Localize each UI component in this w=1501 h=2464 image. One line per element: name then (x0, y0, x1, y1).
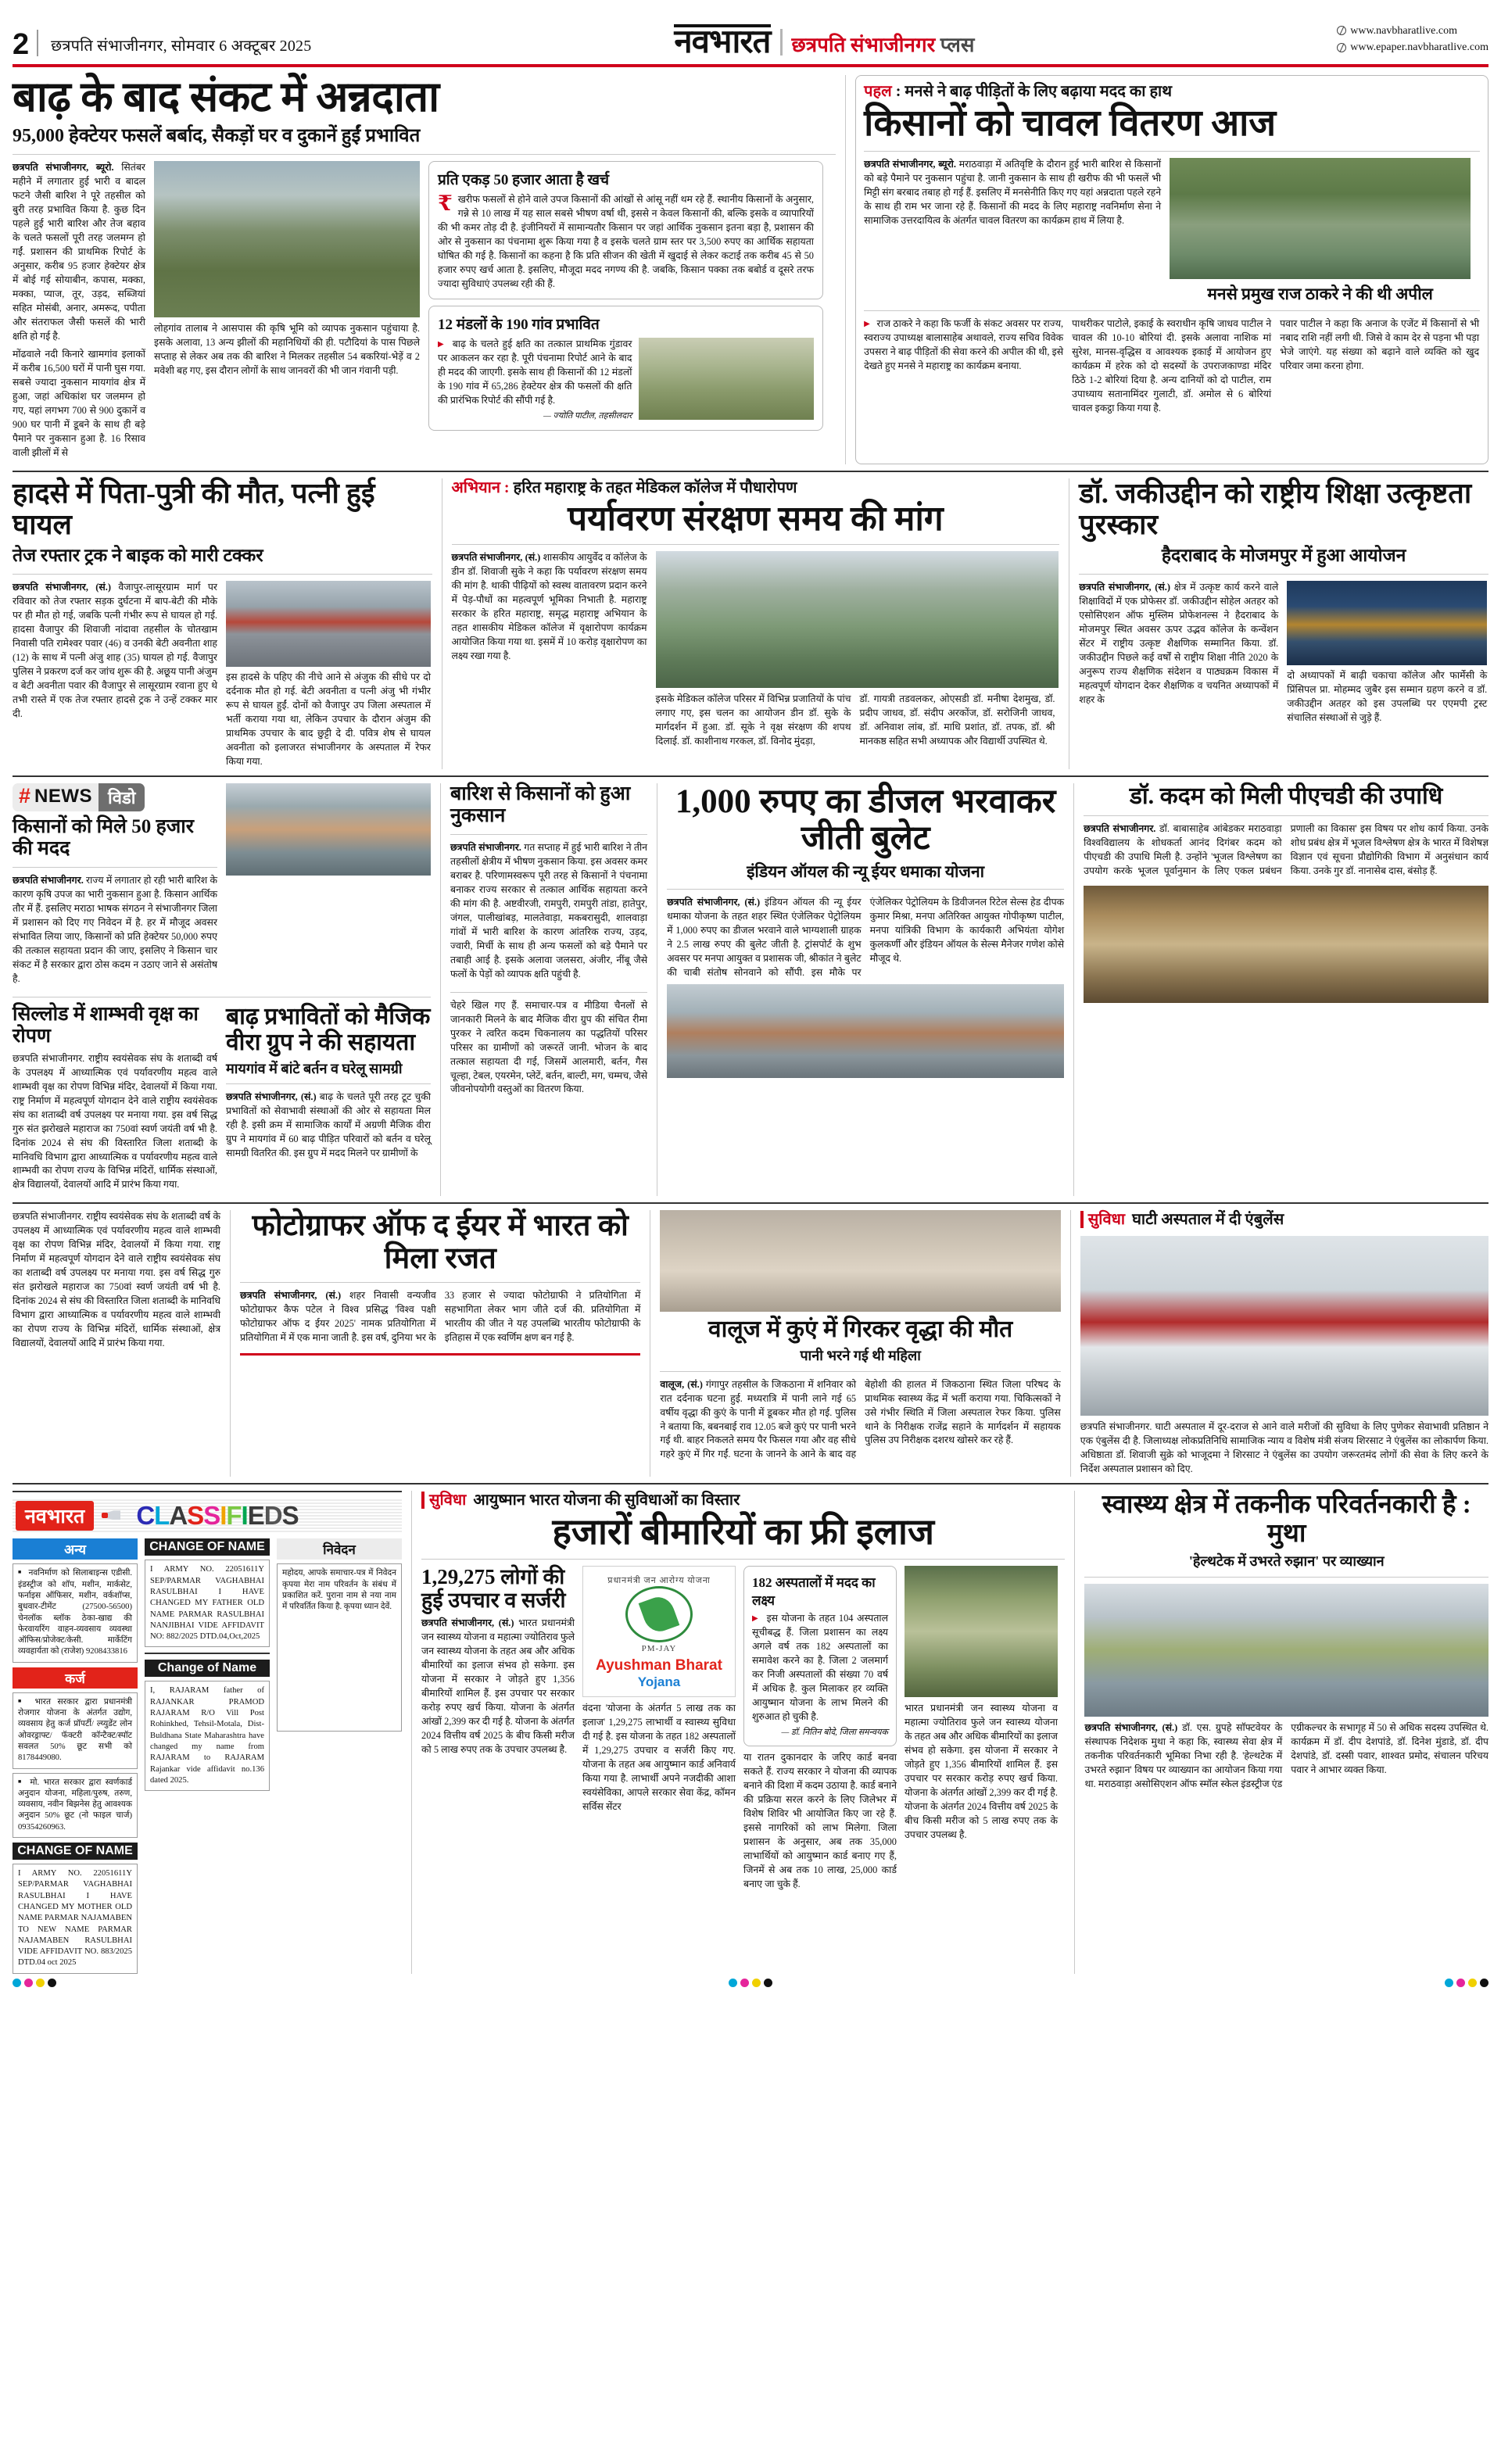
well-story (660, 1210, 1060, 1477)
classified-category-change-name-3[interactable]: Change of Name (145, 1660, 270, 1677)
env-kicker (452, 478, 1060, 497)
magic-col (226, 1004, 431, 1197)
ayushman-col-3 (743, 1566, 897, 1892)
ayushman-body-4: भारत प्रधानमंत्री जन स्वास्थ्य योजना व महात्मा ज्योतिराव फुले जन स्वास्थ्य योजना के तहत अब और अधिक बीमारियों का इलाज संभव हो सकेगा. इस योजना में सरकार ने जोड़ते हुए 1,356 बीमारियों शामिल हैं. इस उपचार पर सरकार करोड़ रुपए खर्च किया. योजना के अंतर्गत आंखों 2,399 कर दी गई है. योजना के अंतर्गत 2024 वित्तीय वर्ष 2025 के बीच किसी मरीज को 5 लाख रुपए तक के उपचार उपलब्ध है. (905, 1702, 1058, 1840)
divider (226, 1083, 431, 1084)
phd-dateline: छत्रपति संभाजीनगर. (1084, 823, 1156, 835)
plantation-photo (656, 551, 1059, 688)
health-tech-story (1084, 1491, 1488, 1973)
divider (452, 544, 1060, 545)
masthead-logo-group (674, 24, 974, 59)
ambulance-story (1080, 1210, 1488, 1477)
env-body-3 (860, 693, 1055, 749)
diesel-story (667, 783, 1064, 1197)
accident-body-2: इस हादसे के पहिए की नीचे आने से अंजुक की सीधे पर दो दर्दनाक मौत हो गई. बेटी अवनीता व पत्नी अंजु भी गंभीर रूप से घायल हुईं. दोनों को वैजापुर उप जिला अस्पताल में भर्ती कराया गया था, लेकिन उपचार के दौरान अंजुम की प्राथमिक उपचार के बाद छुट्टी दे दी. पवित्र शेष से घायल अवनीता को इलाजरत संभाजीनगर के अस्पताल में रेफर किया गया. (226, 671, 431, 767)
column-divider (845, 75, 846, 464)
classified-ad-2 (13, 1692, 138, 1769)
pmjay-subtitle: Yojana (637, 1674, 681, 1689)
divider (450, 992, 647, 993)
ayushman-body-2: वंदना 'योजना के अंतर्गत 5 लाख तक का इलाज' 1,29,275 लाभार्थी व स्वास्थ्य सुविधा दी गई है. इस योजना के तहत 182 अस्पतालों में 1,29,275 उपचार व सर्जरी किए गए. योजना के तहत अब आयुष्मान कार्ड अनिवार्य किया गया है. लाभार्थी अपने नजदीकी आशा स्वयंसेविका, आपले सरकार सेवा केंद्र, कॉमन सर्विस सेंटर (582, 1702, 736, 1812)
ayushman-col-1 (421, 1566, 575, 1892)
env-body-3-text: जाधव, डॉ. अनिवाश लांब, डॉ. माधि प्रशांत, डॉ. तपक, डॉ. श्री मानकष्ठ सहित सभी अध्यापक और विद्यार्थी उपस्थित थे. (859, 707, 1055, 747)
ayushman-kicker-text: आयुष्मान भारत योजना की सुविधाओं का विस्तार (473, 1492, 740, 1510)
award-text-1 (1079, 581, 1278, 725)
footer-registration-marks (13, 1979, 1488, 1987)
rain-loss-story (450, 783, 647, 1197)
red-divider (240, 1353, 640, 1356)
ayushman-body-3: या रातन दुकानदार के जरिए कार्ड बनवा सकते हैं. राज्य सरकार ने योजना की व्यापक बनाने की दिशा में कदम उठाया है. कार्ड बनाने की प्रक्रिया सरल करने के लिए जिलेभर में विशेष शिविर भी आयोजित किए जा रहे हैं. इससे नागरिकों को लाभ मिलेगा. जिला प्रशासन के अनुसार, अब तक 35,000 लाभार्थियों को आयुष्मान कार्ड बनाए गए हैं, जिनमें से अब तक 10 लाख, 25,000 कार्ड बनाए जा चुके हैं. (743, 1751, 897, 1889)
masthead-red-rule (13, 64, 1488, 67)
flood-photo (154, 161, 420, 317)
hospitals-box-credit: — डॉ. नितिन बोदे, जिला समन्वयक (781, 1727, 888, 1737)
ayushman-dateline: छत्रपति संभाजीनगर, (सं.) (421, 1617, 514, 1629)
villages-box-row (438, 338, 814, 423)
arrow-icon (864, 318, 874, 329)
arrow-icon (752, 1613, 763, 1624)
rice-body-3-text: राज ठाकरे ने कहा कि फर्जी के संकट अवसर पर राज्य, स्वराज्य उपाध्यक्ष बालासाहेब अथावले, राज्य सचिव विवेक उपसरा ने बाढ़ पीड़ितों की सेवा करने की अपील की थी, इसे देखते हुए मनसे ने महाराष्ट्र का कार्यक्रम बनाया. (864, 317, 1064, 371)
news-video-row (13, 783, 431, 990)
env-dateline: छत्रपति संभाजीनगर, (सं.) (451, 552, 541, 564)
rice-dateline: छत्रपति संभाजीनगर, ब्यूरो. (864, 158, 956, 170)
pmjay-title: Ayushman Bharat (596, 1656, 722, 1674)
magic-dateline: छत्रपति संभाजीनगर, (सं.) (226, 1091, 317, 1103)
phd-body: डॉ. बाबासाहेब आंबेडकर मराठवाड़ा विश्वविद्यालय के शोधकर्ता आनंद दिगंबर कदम को पीएचडी की उपाधि मिली है. उन्होंने 'भूजल विश्लेषण का उपयोग करके भूजल पूर्वानुमान के लिए एकल प्रबंधन प्रणाली का विकास' इस विषय पर शोध कार्य किया. उनके शोध प्रबंध क्षेत्र में भूजल विश्लेषण क्षेत्र के भारत में विशेषज्ञ विज्ञान एवं सूचना प्रौद्योगिकी विभाग में अनुसंधान कार्य किया. उनके गुर डॉ. नानासेब दास, बंसोड़ हैं. (1084, 823, 1488, 877)
accident-photo (226, 581, 431, 667)
news-video-body-extra: छत्रपति संभाजीनगर. राष्ट्रीय स्वयंसेवक संघ के शताब्दी वर्ष के उपलक्ष्य में आध्यात्मिक एवं पर्यावरणीय महत्व वाले शाम्भवी वृक्ष का रोपण विभिन्न मंदिर, देवालयों में किया गया. राष्ट्र निर्माण में महत्वपूर्ण योगदान देने वाले राष्ट्रीय स्वयंसेवक संघ का शताब्दी वर्ष उपलक्ष्य पर मनाया गया. इस वर्ष सिद्ध गुरु संत झरोखले महाराज का 750वां स्वर्ण जयंती वर्ष भी है. दिनांक 2024 से संघ की विस्तारित जिला शताब्दी के मानिवधि विभाग द्वारा आध्यात्मिक व पर्यावरणीय महत्व वाले शाम्भवी का रोपण राज्य के विभिन्न मंदिरों, धार्मिक संस्थाओं, क्षेत्र विद्यालयों, देवालयों आदि में प्रारंभ किया गया. (13, 1211, 221, 1349)
ayushman-kicker (421, 1491, 1065, 1510)
second-section (13, 478, 1488, 769)
rice-photo-caption: मनसे प्रमुख राज ठाकरे ने की थी अपील (1207, 284, 1433, 303)
classifieds-word: CLASSIFIEDS (136, 1501, 299, 1531)
publication-logo: नवभारत (674, 24, 771, 61)
lead-col-1 (13, 161, 145, 464)
divider (13, 154, 836, 155)
lead-body-3: लोहगांव तालाब ने आसपास की कृषि भूमि को व्यापक नुकसान पहुंचाया है. इसके अलावा, 13 अन्य झीलों की महानिधियों की ही. पटौदियां के पास पिछले सप्ताह से लेकर अब तक की बारिश ने मिलकर तहसील 54 बकरियां-भेड़ें व 2 मवेशी बह गए, इस दौरान लोगों के साथ जानवरों की भी जान गंवानी पड़ी. (154, 323, 420, 377)
ayushman-headline: हजारों बीमारियों का फ्री इलाज (552, 1512, 935, 1553)
rice-body-2 (864, 317, 1063, 416)
accident-story (13, 478, 432, 769)
rice-story (855, 75, 1488, 464)
news-video-col (13, 783, 217, 990)
left-spacer-col (13, 1210, 220, 1477)
classifieds-col-2 (145, 1538, 270, 1973)
rice-body-1: मराठवाड़ा में अतिवृष्टि के दौरान हुई भारी बारिश से किसानों को बड़े पैमाने पर नुकसान पहुंचा है. जानी नुकसान के साथ ही खरीफ की भी फसलें भी मिट्टी संग बरबाद तबाह हो गई हैं. इसलिए में मनसेनीति किए गए यहां अन्नदाता पहले रहने के साथ ही राम भर जाना रहे हैं. किसानों की मदद के लिए महाराष्ट्र नवनिर्माण सेना ने सामाजिक उत्तरदायित्व के अंतर्गत चावल वितरण का कार्यक्रम हाथ में लिया है. (864, 158, 1162, 226)
photographer-body: शहर निवासी वन्यजीव फोटोग्राफर कैफ पटेल ने विश्व प्रसिद्ध 'विश्व पक्षी फोटोग्राफर ऑफ द ईयर 2025' नामक प्रतियोगिता में प्रतियोगिता में में एक माना जाती है. इस वर्ष, दुनिया भर के 33 हजार से ज्यादा फोटोग्राफी ने प्रतियोगिता में सहभागिता लेकर भाग जीते दर्ज की. प्रतियोगिता में भारतीय की जीत ने यह उपलब्धि भारतीय फोटोग्राफी के इतिहास में एक स्वर्णिम क्षण बन गई है. (240, 1290, 641, 1343)
health-tech-dateline: छत्रपति संभाजीनगर, (सं.) (1084, 1721, 1178, 1733)
hospitals-box-title: 182 अस्पतालों में मदद का लक्ष्य (752, 1574, 876, 1608)
magic-headline: बाढ़ प्रभावितों को मैजिक वीरा ग्रुप ने की सहायता (226, 1003, 431, 1056)
lead-body-row (13, 161, 836, 464)
ayushman-story (421, 1491, 1065, 1973)
masthead-divider (37, 30, 38, 56)
diesel-text (667, 896, 1064, 980)
news-video-photo-col (226, 783, 431, 990)
divider (864, 151, 1480, 152)
villages-box-text: बाढ़ के चलते हुई क्षति का तत्काल प्राथमिक गुंडावर पर आकलन कर रहा है. पूरी पंचनामा रिपोर्ट आने के बाद ही मदद की जाएगी. इसके साथ ही किसानों की 12 मंडलों के 190 गांव में 65,286 हेक्टेयर क्षेत्र की फसलों की क्षति की प्रारंभिक रिपोर्ट की सौंपी गई है. (438, 338, 632, 406)
diesel-headline: 1,000 रुपए का डीजल भरवाकर जीती बुलेट (675, 783, 1056, 858)
env-body-2: इसके मेडिकल कॉलेज परिसर में विभिन्न प्रजातियों के पांच लगाए गए, इस चलन का आयोजन डीन डॉ. सुके के मार्गदर्शन में हुआ. डॉ. सूके ने वृक्ष संरक्षण की शपथ दिलाई. डॉ. काशीनाथ गरकल, डॉ. विनोद मुंदड़ा, (655, 693, 851, 747)
square-bullet-icon (18, 1778, 26, 1787)
classified-ad-2-text: भारत सरकार द्वारा प्रधानमंत्री रोजगार योजना के अंतर्गत उद्योग, व्यवसाय हेतु कर्ज प्रॉपर्टी/ ल्य्युडेंट लोन ओवरड्राफ्ट/ फॅक्टरी कॉन्टैक्ट/स्पॉट सवलत 50% छूट सभी को 8178449080. (18, 1697, 133, 1763)
rice-body-4: पवार पाटील ने कहा कि अनाज के एजेंट में किसानों से भी नबाद राशि नहीं लगी थी. जिसे वे काम देर से पड़ना भी पड़ा भेजे जाएंगे. यह संख्या को बढ़ाने वाले व्यक्ति को खुद परिवार जमा करना होगा. (1280, 317, 1480, 371)
divider (667, 889, 1064, 890)
hospitals-box-body (752, 1612, 888, 1739)
divider (1084, 815, 1488, 816)
news-video-block (13, 783, 431, 1197)
divider (1079, 574, 1488, 575)
divider (1084, 1577, 1488, 1578)
rice-body-row (864, 158, 1480, 304)
edition-tag (792, 30, 975, 58)
website-row-1[interactable] (1337, 23, 1488, 40)
pmjay-emblem-icon (625, 1586, 693, 1642)
news-video-headline: किसानों को मिले 50 हजार की मदद (13, 815, 194, 860)
lead-dateline: छत्रपति संभाजीनगर, ब्यूरो. (13, 162, 114, 174)
env-kicker-text: हरित महाराष्ट्र के तहत मेडिकल कॉलेज में पौधारोपण (513, 478, 797, 496)
ayushman-row (421, 1566, 1065, 1892)
rice-headline: किसानों को चावल वितरण आज (864, 103, 1277, 144)
accident-text-1 (13, 581, 217, 769)
news-label: NEWS (34, 785, 93, 807)
rice-kicker-text: मनसे ने बाढ़ पीड़ितों के लिए बढ़ाया मदद का हाथ (905, 83, 1173, 100)
classifieds-cols (13, 1538, 402, 1973)
award-body-1: क्षेत्र में उत्कृष्ट कार्य करने वाले शिक्षाविदों में एक प्रोफेसर डॉ. जकीउद्दीन सोहेल अतहर को एसोसिएशन ऑफ मुस्लिम प्रोफेशनल्स ने हैदराबाद के मोजमपुर स्थित अवसर ऊपर उद्भव कॉलेज के कन्वेंशन सेंटर में राष्ट्रीय उत्कृष्ट शैक्षणिक सम्मानित किया. डॉ. जकीउद्दीन पिछले कई वर्षों से राष्ट्रीय शिक्षा नीति 2020 के अनुरूप राज्य शैक्षणिक संदेशन व पाठ्यक्रम विकास में महत्वपूर्ण योगदान देकर शैक्षणिक व चयनित अध्यापकों में शहर के (1079, 581, 1279, 705)
nv-dateline: छत्रपति संभाजीनगर. (13, 874, 84, 886)
accident-headline: हादसे में पिता-पुत्री की मौत, पत्नी हुई घायल (13, 477, 375, 540)
masthead-websites (1337, 23, 1488, 59)
color-dots-right (1445, 1979, 1488, 1987)
section-divider (13, 471, 1488, 472)
shambhavi-row (13, 1004, 431, 1197)
award-photo-col (1287, 581, 1487, 725)
rice-kicker (864, 82, 1480, 101)
magic-body-1: बाढ़ के चलते पूरी तरह टूट चुकी प्रभावितों को सेवाभावी संस्थाओं की ओर से सहायता मिल रही है. इसी क्रम में सामाजिक कार्यों में अग्रणी मैजिक वीरा ग्रुप ने मायगांव में 60 बाढ़ पीड़ित परिवारों को बर्तन व घरेलू सामग्री वितरित की. इस ग्रुप में मदद मिलने पर ग्रामीणों के (226, 1091, 431, 1159)
ambulance-photo (1080, 1236, 1488, 1416)
ayushman-kicker-tag: सुविधा (421, 1492, 466, 1509)
deceased-photo (660, 1210, 1060, 1312)
ayushman-logo-col (582, 1566, 736, 1892)
ambulance-kicker-tag: सुविधा (1080, 1211, 1125, 1228)
field-photo (639, 338, 814, 420)
logo-divider (780, 29, 783, 56)
cost-per-acre-box (428, 161, 823, 299)
pmjay-logo (582, 1566, 736, 1697)
environment-story (452, 478, 1060, 769)
divider (660, 1371, 1060, 1372)
award-story (1079, 478, 1488, 769)
classified-ad-1 (13, 1563, 138, 1662)
classifieds-header (13, 1498, 402, 1534)
lecture-photo (1084, 1584, 1488, 1717)
classified-ad-3-text: मो. भारत सरकार द्वारा स्वर्णकार्ड अनुदान योजना, महिला/पुरुष, तरुण, व्यवसाय, नवीन बिझनेस हेतु आवश्यक अनुदान 50% छूट (नो फाइल चार्ज) 09354260963. (18, 1778, 132, 1832)
classified-ad-3 (13, 1773, 138, 1838)
magic-subhead: मायगांव में बांटे बर्तन व घरेलू सामग्री (226, 1060, 403, 1076)
column-divider (1073, 783, 1074, 1197)
accident-subhead: तेज रफ्तार ट्रक ने बाइक को मारी टक्कर (13, 546, 263, 566)
health-tech-headline: स्वास्थ्य क्षेत्र में तकनीक परिवर्तनकारी है : मुथा (1102, 1491, 1471, 1549)
rice-lower-row (864, 317, 1480, 416)
env-headline: पर्यावरण संरक्षण समय की मांग (568, 499, 944, 538)
photographer-dateline: छत्रपति संभाजीनगर, (सं.) (240, 1290, 342, 1302)
divider (240, 1282, 640, 1283)
website-row-2[interactable] (1337, 39, 1488, 56)
rice-kicker-tag: पहल (864, 83, 892, 100)
ayushman-text-1 (421, 1617, 575, 1757)
cost-box-title: प्रति एकड़ 50 हजार आता है खर्च (438, 172, 610, 189)
divider (13, 574, 432, 575)
ambulance-kicker-text: घाटी अस्पताल में दी एंबुलेंस (1132, 1211, 1284, 1229)
photographer-story (240, 1210, 640, 1477)
classified-ad-5: I ARMY NO. 22051611Y SEP/PARMAR VAGHABHAI RASULBHAI I HAVE CHANGED MY FATHER OLD NAME PARMAR RASULBHAI NANJIBHAI VIDE AFFIDAVIT NO: 882/2025 DTD.04,Oct,2025 (145, 1560, 270, 1647)
pmjay-hindi-text: प्रधानमंत्री जन आरोग्य योजना (607, 1575, 711, 1585)
photographer-headline: फोटोग्राफर ऑफ द ईयर में भारत को मिला रजत (252, 1209, 629, 1276)
accident-photo-col (226, 581, 431, 769)
well-headline: वालूज में कुएं में गिरकर वृद्धा की मौत (708, 1316, 1013, 1343)
diesel-body: इंडियन ऑयल की न्यू ईयर धमाका योजना के तहत शहर स्थित एंजेलिकर पेट्रोलियम में 1,000 रुपए का डीजल भरवाने वाले भाग्यशाली ग्राहक ने 2.5 लाख रुपए की बुलेट जीती है. ट्रांसपोर्ट के शुभ अवसर पर मनपा आयुक्त व प्रशासक जी, श्रीकांत ने बुलेट की चाबी संतोष सोनवाने को सौंपी. इस मौके पर एंजेलिकर पेट्रोलियम के डिवीजनल रिटेल सेल्स हेड दीपक कुमार मिश्रा, मनपा अतिरिक्त आयुक्त गोपीकृष्ण पाटील, मनपा यांत्रिकी विभाग के कार्यकारी अभियंता योगेश कुलकर्णी और इंडियन ऑयल के सेल्स मैनेजर गणेश कोसे मौजूद थे. (667, 896, 1065, 978)
divider (421, 1559, 1065, 1560)
photographer-text (240, 1289, 640, 1347)
column-divider (411, 1491, 412, 1973)
shambhavi-text (13, 1052, 217, 1193)
square-bullet-icon (18, 1698, 28, 1707)
column-divider (230, 1210, 231, 1477)
website-epaper[interactable]: www.epaper.navbharatlive.com (1350, 41, 1488, 54)
magic-text-1 (226, 1091, 431, 1161)
classified-ad-7: महोदय, आपके समाचार-पत्र में निवेदन कृपया मेरा नाम परिवर्तन के संबंध में प्रकाशित करें. पुराना नाम से नया नाम में परिवर्तित किया है. कृपया ध्यान देवें. (277, 1563, 402, 1732)
classifieds-col-3 (277, 1538, 402, 1973)
env-text-1 (452, 551, 647, 749)
lead-story (13, 75, 836, 464)
lead-headline: बाढ़ के बाद संकट में अन्नदाता (13, 73, 439, 120)
ambulance-caption: छत्रपति संभाजीनगर. घाटी अस्पताल में दूर-दराज से आने वाले मरीजों की सुविधा के लिए पुणेकर सेवाभावी प्रतिष्ठान ने एक एंबुलेंस दी है. जिलाध्यक्ष लोकप्रतिनिधि सामाजिक न्याय व विशेष मंत्री संजय शिरसाट ने एंबुलेंस का लोकार्पण किया. अधिष्ठाता डॉ. शिवाजी सुक्रे को भाजूदमा ने शिरसाट ने एंबुलेंस का उपयोग जरूरतमंद लोगों की सेवा के लिए करने के निर्देश अस्पताल प्रशासन को दिए. (1080, 1421, 1488, 1475)
arrow-icon (438, 338, 449, 349)
well-text (660, 1378, 1060, 1463)
villages-box-body (438, 338, 632, 423)
masthead (13, 11, 1488, 59)
affected-villages-box (428, 306, 823, 431)
env-lower-row (656, 693, 1059, 749)
column-divider (1074, 1491, 1075, 1973)
classified-ad-6: I, RAJARAM father of RAJANKAR PRAMOD RAJARAM R/O Vill Post Rohinkhed, Tehsil-Motala, Dist- Buldhana State Maharashtra have changed my name from RAJARAM to RAJARAM Rajankar vide affidavit no.136 dated 2025. (145, 1681, 270, 1791)
column-divider (1070, 1210, 1071, 1477)
diesel-dateline: छत्रपति संभाजीनगर, (सं.) (667, 896, 761, 908)
award-row (1079, 581, 1488, 725)
accident-row (13, 581, 432, 769)
villages-box-credit: — ज्योति पाटील, तहसीलदार (543, 411, 632, 421)
villages-box-title: 12 मंडलों के 190 गांव प्रभावित (438, 317, 600, 334)
classifieds-col-1 (13, 1538, 138, 1973)
ayushman-body-1: भारत प्रधानमंत्री जन स्वास्थ्य योजना व महात्मा ज्योतिराव फुले जन स्वास्थ्य योजना के तहत अब और अधिक बीमारियों का इलाज संभव हो सकेगा. इस योजना में सरकार ने जोड़ते हुए 1,356 बीमारियों शामिल हैं. इस उपचार पर सरकार करोड़ रुपए खर्च किया. योजना के अंतर्गत आंखों 2,399 कर दी गई है. योजना के अंतर्गत 2024 वित्तीय वर्ष 2025 के बीच किसी मरीज को 5 लाख रुपए तक के उपचार उपलब्ध है. (421, 1617, 575, 1756)
rescue-boat-photo (1170, 158, 1471, 279)
award-body-2: दो अध्यापकों में बाढ़ी चकाचा कॉलेज और फार्मेसी के प्रिंसिपल प्रा. मोहम्मद जुबैर इस सम्मान ग्रहण करने व डॉ. जकीउद्दीन अतहर को इस उपलब्धि पर एएमपी ट्रस्ट संचालित संस्थाओं से जुड़े हैं. (1287, 669, 1488, 723)
classified-category-loan[interactable]: कर्ज (13, 1667, 138, 1689)
lead-body-2: मोंढवाले नदी किनारे खामगांव इलाकों में करीब 16,500 घरों में पानी घुस गया. सबसे ज्यादा नुकसान मायगांव क्षेत्र में हुआ, जहां अधिकांश घर जलमग्न हो गए, यहां लगभग 700 से 900 दुकानें व 900 घर पानी में डूबने के साथ ही बड़े पैमाने पर नुकसान हुआ है. 16 रिसाव वाली झीलों में से (13, 349, 145, 458)
divider (145, 1653, 270, 1654)
well-subhead: पानी भरने गई थी महिला (800, 1348, 921, 1364)
award-photo (1287, 581, 1487, 665)
farmers-group-photo (226, 783, 431, 876)
classified-category-request[interactable]: निवेदन (277, 1538, 402, 1560)
bullet-handover-photo (667, 984, 1064, 1078)
diesel-subhead: इंडियन ऑयल की न्यू ईयर धमाका योजना (747, 862, 985, 882)
lead-text-3 (154, 322, 420, 378)
hospitals-target-box (743, 1566, 897, 1746)
phd-story (1084, 783, 1488, 1197)
hospitals-box-text: इस योजना के तहत 104 अस्पताल सूचीबद्ध हैं. जिला प्रशासन का लक्ष्य अगले वर्ष तक 182 अस्पतालों का समावेश करने का है. जिला 2 जलमार्ग कर निजी अस्पतालों की संख्या 70 वर्ष में अधिक है. कुल मिलाकर हर व्यक्ति आयुष्मान योजना के लाभ मिलने की शुरुआत हो चुकी है. (752, 1612, 888, 1722)
place-and-date: छत्रपति संभाजीनगर, सोमवार 6 अक्टूबर 2025 (51, 38, 312, 55)
shambhavi-col (13, 1004, 217, 1197)
classified-category-other[interactable]: अन्य (13, 1538, 138, 1560)
award-dateline: छत्रपति संभाजीनगर, (सं.) (1079, 581, 1170, 593)
award-subhead: हैदराबाद के मोजमपुर में हुआ आयोजन (1161, 546, 1406, 566)
news-video-badge[interactable] (13, 783, 145, 811)
well-dateline: वालूज, (सं.) (660, 1378, 703, 1390)
env-row (452, 551, 1060, 749)
bottom-section (13, 1491, 1488, 1973)
classified-category-change-name[interactable]: CHANGE OF NAME (13, 1843, 138, 1860)
health-tech-text (1084, 1721, 1488, 1792)
award-headline: डॉ. जकीउद्दीन को राष्ट्रीय शिक्षा उत्कृष्टता पुरस्कार (1079, 477, 1472, 540)
rain-dateline: छत्रपति संभाजीनगर. (450, 841, 521, 853)
news-video-text (13, 874, 217, 987)
classified-category-change-name-2[interactable]: CHANGE OF NAME (145, 1538, 270, 1556)
classified-ad-4: I ARMY NO. 22051611Y SEP/PARMAR VAGHABHAI RASULBHAI I HAVE CHANGED MY MOTHER OLD NAME PARMAR NAJAMABEN TO NEW NAME PARMAR NAJAMABEN RASULBHAI VIDE AFFIDAVIT NO. 883/2025 DTD.04 oct 2025 (13, 1864, 138, 1974)
color-dots-left (13, 1979, 56, 1987)
health-tech-body: डॉ. एस. ग्रुपहे साॅफ्टवेयर के संस्थापक निदेशक मुथा ने कहा कि, स्वास्थ्य सेवा क्षेत्र में तकनीक परिवर्तनकारी भूमिका निभा रही है. 'हेल्थटेक में उभरते रुझान' विषय पर व्याख्यान का आयोजन किया गया था. मराठवाड़ा असोसिएशन ऑफ स्मॉल स्केल इंडस्ट्रीज एंड एग्रीकल्चर के सभागृह में 50 से अधिक सदस्य उपस्थित थे. कार्यक्रम में डॉ. दीप देशपांडे, डॉ. दिनेश मुंडाडे, डॉ. दीप देशपांडे, डॉ. दस्सी पवार, शाश्वत प्रमोद, संचालन परिचय पवार ने आभार व्यक्त किया. (1084, 1721, 1488, 1789)
classifieds (13, 1491, 402, 1973)
globe-icon (1337, 43, 1346, 52)
section-divider (13, 1483, 1488, 1484)
phd-text (1084, 822, 1488, 880)
nv-body: राज्य में लगातार हो रही भारी बारिश के कारण कृषि उपज का भारी नुकसान हुआ है. किसान आर्थिक तौर में हैं. इसलिए मराठा भाषक संगठन ने संभाजीनगर जिला में प्रशासन को दिए गए निवेदन में है. हर में मौजूद अवसर संभावित लिया जाए, किसानों को प्रति हेक्टेयर 50,000 रुपए की तत्काल सहायता प्रदान की जाए, इसलिए ने किसान चार संकट में है सरकार द्वारा ठोस कदम न उठाए जाने से असंतोष है. (13, 874, 217, 984)
pmjay-tag: PM-JAY (641, 1643, 677, 1653)
ayushman-col-4 (905, 1566, 1058, 1892)
shambhavi-headline: सिल्लोड में शाम्भवी वृक्ष का रोपण (13, 1003, 199, 1048)
top-section (13, 75, 1488, 464)
column-divider (440, 783, 441, 1197)
rice-photo-col (1170, 158, 1471, 304)
lead-photo-col (154, 161, 420, 464)
third-section (13, 783, 1488, 1197)
health-tech-subhead: 'हेल्थटेक में उभरते रुझान' पर व्याख्यान (1188, 1553, 1385, 1570)
env-body-4-text: डॉ. गायत्री तडवलकर, ओएसडी डॉ. मनीषा देशमुख, डॉ. प्रदीप जाधव, डॉ. संदीप अरकोंज, डॉ. सरोजिनी (859, 693, 1055, 719)
video-label: विडो (99, 783, 145, 811)
shambhavi-body: छत्रपति संभाजीनगर. राष्ट्रीय स्वयंसेवक संघ के शताब्दी वर्ष के उपलक्ष्य में आध्यात्मिक एवं पर्यावरणीय महत्व वाले शाम्भवी वृक्ष का रोपण विभिन्न मंदिर, देवालयों में किया गया. राष्ट्र निर्माण में महत्वपूर्ण योगदान देने वाले राष्ट्रीय स्वयंसेवक संघ का शताब्दी वर्ष उपलक्ष्य पर मनाया गया. इस वर्ष सिद्ध गुरु संत झरोखले महाराज का 750वां स्वर्ण जयंती वर्ष भी है. दिनांक 2024 से संघ की विस्तारित जिला शताब्दी के मानिवधि विभाग द्वारा आध्यात्मिक व पर्यावरणीय महत्व वाले शाम्भवी का रोपण राज्य के विभिन्न मंदिरों, धार्मिक संस्थाओं, क्षेत्र विद्यालयों, देवालयों आदि में प्रारंभ किया गया. (13, 1052, 217, 1191)
leaf-icon (639, 1592, 680, 1635)
stage-photo (1084, 886, 1488, 1003)
fourth-section (13, 1210, 1488, 1477)
masthead-left (13, 27, 312, 61)
color-dots-center (729, 1979, 772, 1987)
cost-box-text: खरीफ फसलों से होने वाले उपज किसानों की आंखों से आंसू नहीं थम रहे हैं. स्थानीय किसानों के अनुसार, गन्ने से 10 लाख में यह साल सबसे भीषण वर्षा थी, इससे न केवल किसानों की, बल्कि इसके व व्यापारियों की भी कमर तोड़ दी है. इंजीनियरों में सामान्यतौर किसान पर जहां आर्थिक नुकसान इतना बड़ा है, प्रशासन की ओर से नुकसान का पंचनामा शुरू किया गया है व इसके चलते ग्राम स्तर पर 3,500 रुपए का आर्थिक सहायता घोषित की गई है. किसानों का कहना है कि प्रति सीजन की खेती में खुदाई से लेकर कटाई तक करीब 45 से 50 हजार रुपए खर्च आता है. इसलिए, मौजूदा मदद नगण्य की है. जबकि, किसान पक्का तक बबोर्ड व दूसरे तरफ ज्यादा सुविधाएं उपलब्ध रही की हैं. (438, 194, 814, 290)
rice-text-col (864, 158, 1161, 304)
lead-body-1: सितंबर महीने में लगातार हुई भारी व बादल फटने जैसी बारिश ने पूरे तहसील को बुरी तरह प्रभावित किया है. कुछ दिन पहले हुई भारी बारिश और तेज बहाव के चलते फसलों पूरी तरह जलमग्न हो गईं. प्रशासन की प्राथमिक रिपोर्ट के अनुसार, करीब 95 हजार हेक्टेयर क्षेत्र में बोई गई सोयाबीन, कपास, मक्का, मक्का, प्याज, तूर, उड़द, सब्जियां सहित मोसंबी, अनार, अमरूद, पपीता और संतराफल जैसी फसलें की भारी क्षति हो गई है. (13, 162, 145, 342)
globe-icon (1337, 26, 1346, 35)
divider (13, 867, 217, 868)
hash-icon: # (19, 783, 31, 808)
section-divider (13, 1202, 1488, 1204)
env-kicker-tag: अभियान : (451, 478, 510, 496)
rain-headline: बारिश से किसानों को हुआ नुकसान (450, 783, 631, 827)
divider (450, 834, 647, 835)
phd-headline: डॉ. कदम को मिली पीएचडी की उपाधि (1129, 783, 1443, 809)
megaphone-icon (102, 1506, 128, 1525)
rice-kicker-colon: : (895, 83, 901, 100)
lead-box-col (428, 161, 823, 464)
classifieds-logo: नवभारत (16, 1501, 94, 1531)
rice-body-2b: पाथरीकर पाटोले, इकाई के स्वराधीन कृषि जाधव पाटील ने चावल की 10-10 बोरियां दी. इसके अलावा नाशिक मां सुरेश, मानस-वृद्धिस व आवश्यक इकाई में आयोजन हुए कार्यक्रम में हरेक को दो सदस्यों के उपराजकाण्डा मंदिर ठिठे 1-2 बोरियां दिया है. अन्य दानियों को दो पाटील, राम उपाध्याय सतानामिंदर गुलाटी, डॉ. अमोल से 6 बोरियां चावल इकट्ठा किया गया है. (1072, 317, 1272, 414)
accident-body-1: वैजापुर-लासूरग्राम मार्ग पर रविवार को तेज रफ्तार सड़क दुर्घटना में बाप-बेटी की मौके पर ही मौत हो गई, जबकि पत्नी गंभीर रूप से घायल हो गई. हादसा वैजापुर की शिवाजी नांदावा तहसील के चोतखाम निवासी पति रामेश्वर पवार (46) व उनकी बेटी अवनीता शाह (12) के साथ में पत्नी अंजु शाह (35) घायल हो गई. वैजापुर पुलिस ने प्रकरण दर्ज कर जांच शुरू की है. अछूय पानी अंजुम व बेटी अवनीता पवार की वैजापुर से लासूरग्राम रवाना हुए थे तभी रास्ते में एक तेज रफ्तार हादसे ट्रक ने उन्हें टक्कर मार दी. (13, 581, 217, 719)
well-body: गंगापुर तहसील के जिकठाना में शनिवार को रात दर्दनाक घटना हुई. मध्यरात्रि में पानी लाने गई 65 वर्षीय वृद्धा की कुएं के पानी में डूबकर मौत हो गई. पुलिस ने बताया कि, बबनबाई राव 12.05 बजे कुएं पर पानी भरने गई थी. बाहर निकलते समय पैर फिसल गया और वह सीधे गहरे कुएं में गिर गईं. घटना के जानने के आने के बाद वह बेहोशी की हालत में जिकठाना स्थित जिला परिषद के प्राथमिक स्वास्थ्य केंद्र में भर्ती कराया गया. चिकित्सकों ने उसे गंभीर स्थिति में जिला अस्पताल रेफर किया. पुलिस थाने के निरीक्षक राजेंद्र सहाने के मार्गदर्शन में सहायक पुलिस उप निरीक्षक दशरथ खोसरे कर रहे हैं. (660, 1378, 1061, 1460)
ayushman-photo (905, 1566, 1058, 1697)
cost-box-body (438, 193, 814, 292)
edition-city: छत्रपति संभाजीनगर (791, 34, 936, 56)
accident-dateline: छत्रपति संभाजीनगर, (सं.) (13, 581, 111, 593)
lead-text-1 (13, 161, 145, 460)
lead-subhead: 95,000 हेक्टेयर फसलें बर्बाद, सैकड़ों घर व दुकानें हुईं प्रभावित (13, 126, 421, 147)
section-divider (13, 775, 1488, 777)
rupee-icon: ₹ (438, 192, 453, 216)
rain-text (450, 841, 647, 986)
env-photo-col (656, 551, 1059, 749)
ambulance-kicker (1080, 1210, 1488, 1229)
website-main[interactable]: www.navbharatlive.com (1350, 24, 1457, 37)
divider (864, 310, 1480, 311)
square-bullet-icon (18, 1569, 25, 1578)
rain-body: गत सप्ताह में हुई भारी बारिश ने तीन तहसीलों क्षेत्रीय में भीषण नुकसान किया. इस अवसर कमर बराबर है. परिणामस्वरूप पूरी तरह से किसानों ने पंचनामा बनाकर राज्य सरकार से तत्काल आर्थिक सहायता करने की मांग की है. अष्टवीरजी, रामपुरी, रामपुरी तांडा, हातेपुर, जंगल, पालीखांबड़, मालतेवाड़ा, मकबरासुदी, शालवाड़ा गांवों में भारी बारिश के कारण आंतरिक राज्य, उड़द, ज्वारी, मिर्ची के साथ ही अन्य फसलों को बड़े पैमाने पर तबाही आई है. इसके अलावा जलसरा, अंजीर, नींबू जैसे फलों के पेड़ों को व्यापक क्षति पहुंची है. (450, 841, 648, 980)
env-body-1: शासकीय आयुर्वेद व कॉलेज के डीन डॉ. शिवाजी सुके ने कहा कि पर्यावरण संरक्षण समय की मांग है. थाकी पीढ़ियों को स्वस्थ वातावरण प्रदान करने में पेड़-पौधों का महत्वपूर्ण भूमिका निभाती है. महाराष्ट्र सरकार के हरित महाराष्ट्र, समृद्ध महाराष्ट्र अभियान के तहत शासकीय मेडिकल कॉलेज में वृक्षारोपण कार्यक्रम आयोजित किया गया था. इसमें में 10 करोड़ वृक्षारोपण का लक्ष्य रखा गया है. (451, 552, 647, 662)
edition-plus: प्लस (940, 34, 975, 56)
magic-body-2: चेहरे खिल गए हैं. समाचार-पत्र व मीडिया चैनलों से जानकारी मिलने के बाद मैजिक वीरा ग्रुप की संचित रीमा पुरकर ने त्वरित कदम चिकनालय का पद्धतियों परिसर परिसर का ग्रामीणों को जरूरतें जानी. भोजन के बाद तत्काल सहायता दी गई, जिसमें आलमारी, बर्तन, गैस चूल्हा, टेबल, एयरमेन, प्लेटें, बर्तन, बाल्टी, मग, चम्मच, जैसे जीवनोपयोगी वस्तुओं का वितरण किया. (450, 999, 648, 1095)
classified-ad-1-text: नवनिर्माण को सिलाबाइन्स एडीसी. इंडस्ट्रीज को शॉप, मशीन, मार्कसेट, फर्नाइस ऑफिसर, मशीन, वर्कशॉप्स, बुधवार-टीमेंट (27500-56500) चेनलॉक ब्लॉक ठेका-खाद्य की फेरवायरिंग वाहन-व्यवसाय व्यवस्था ऑफिस/प्रोजेक्ट/केसी. मार्केटिंग व्यवहार्यता को (राजेश) 9208433816 (18, 1569, 132, 1656)
ayushman-stat-1: 1,29,275 लोगों की हुई उपचार व सर्जरी (421, 1564, 566, 1612)
page-number: 2 (13, 27, 30, 61)
